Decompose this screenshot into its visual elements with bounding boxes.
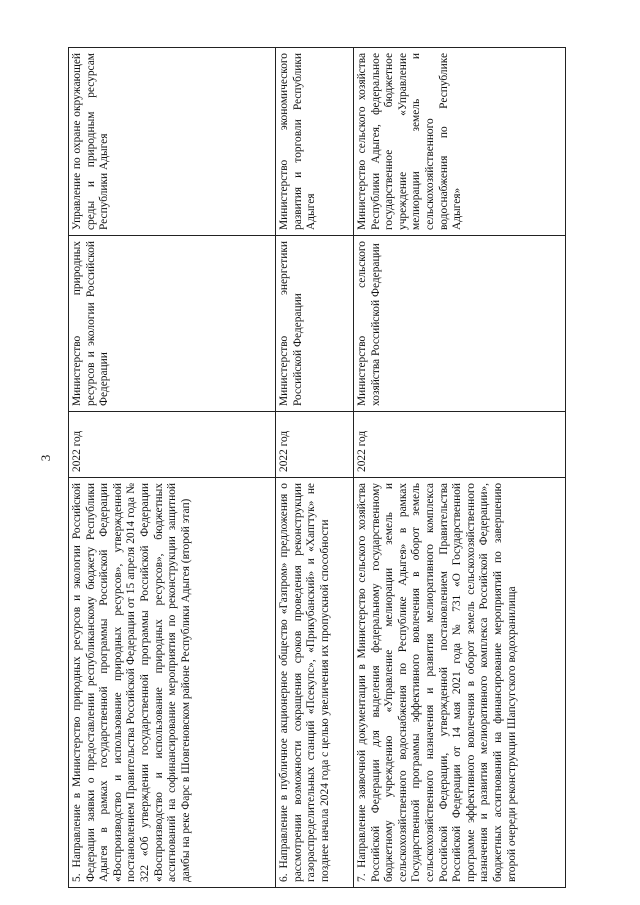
page-number: 3 — [38, 454, 53, 462]
rotated-table-container — [68, 48, 565, 888]
regional-responsible-cell: Управление по охране окружающей среды и природным ресурсам Республики Адыгея — [69, 48, 276, 236]
action-cell: 5. Направление в Министерство природных ресурсов и экологии Российской Федерации заявки о предоставлении республиканскому бюджету Республики Адыгея в рамках государственной программы Российской Федерации «Воспроизводство и использование природных ресурсов», утвержденной постановлением Правительства Российской Федерации от 15 апреля 2014 года № 322 «Об утверждении государственной программы Российской Федерации «Воспроизводство и использование природных ресурсов», бюджетных ассигнований на софинансирование мероприятия по реконструкции защитной дамбы на реке Фарс в Шовгеновском районе Республики Адыгея (второй этап) — [69, 478, 276, 888]
action-cell: 6. Направление в публичное акционерное общество «Газпром» предложения о рассмотрении возможности сокращения сроков проведения реконструкции газораспределительных станций «Псекупс», «Прикубанский» и «Хапгтук» не позднее начала 2024 года с целью увеличения их пропускной способности — [276, 478, 354, 888]
measures-table — [68, 47, 566, 888]
regional-responsible-cell: Министерство экономического развития и торговли Республики Адыгея — [276, 48, 354, 236]
deadline-cell: 2022 год — [354, 412, 566, 478]
deadline-cell: 2022 год — [276, 412, 354, 478]
federal-responsible-cell: Министерство сельского хозяйства Российской Федерации — [354, 236, 566, 412]
regional-responsible-cell: Министерство сельского хозяйства Республики Адыгея, федеральное государственное бюджетное учреждение «Управление мелиорации земель и сельскохозяйственного водоснабжения по Республике Адыгея» — [354, 48, 566, 236]
federal-responsible-cell: Министерство природных ресурсов и экологии Российской Федерации — [69, 236, 276, 412]
federal-responsible-cell: Министерство энергетики Российской Федерации — [276, 236, 354, 412]
table-row — [354, 48, 566, 888]
action-cell: 7. Направление заявочной документации в Министерство сельского хозяйства Российской Федерации для выделения федеральному государственному бюджетному учреждению «Управление мелиорации земель и сельскохозяйственного водоснабжения по Республике Адыгея» в рамках Государственной программы эффективного вовлечения в оборот земель сельскохозяйственного назначения и развития мелиоративного комплекса Российской Федерации, утвержденной постановлением Правительства Российской Федерации от 14 мая 2021 года № 731 «О Государственной программе эффективного вовлечения в оборот земель сельскохозяйственного назначения и развития мелиоративного комплекса Российской Федерации», бюджетных ассигнований на финансирование мероприятий по завершению второй очереди реконструкции Шапсугского водохранилища — [354, 478, 566, 888]
deadline-cell: 2022 год — [69, 412, 276, 478]
table-row — [69, 48, 276, 888]
table-row — [276, 48, 354, 888]
